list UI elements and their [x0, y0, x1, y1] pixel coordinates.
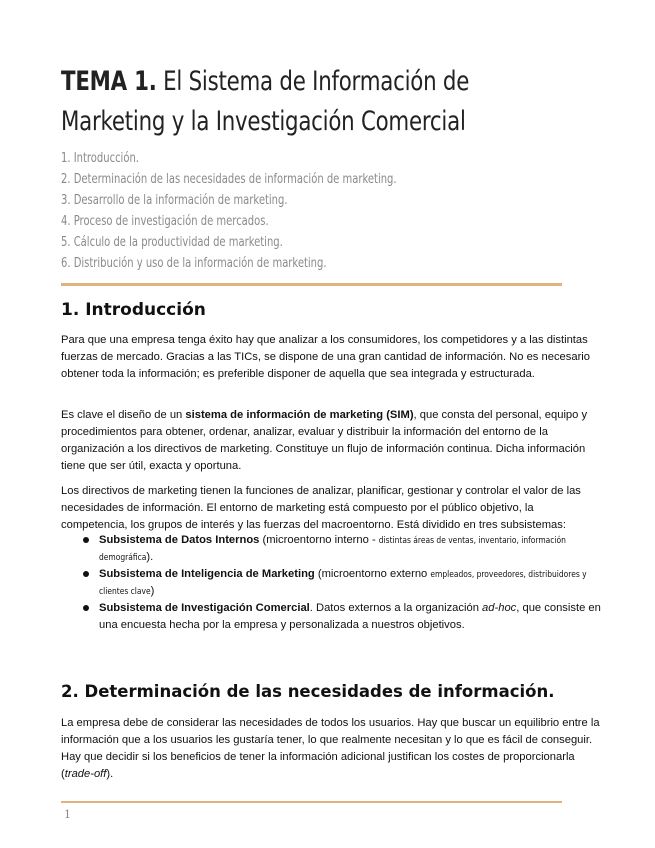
- text-run: . Datos externos a la organización: [309, 602, 483, 614]
- toc-item: 3. Desarrollo de la información de marketing.: [61, 192, 288, 208]
- paragraph: [61, 407, 601, 475]
- text-run: , que consiste en una encuesta hecha por la empresa y personalizada a nuestros objetivos.: [99, 602, 601, 631]
- bullet-icon: [83, 537, 89, 543]
- title-number: TEMA 1.: [61, 66, 157, 97]
- text-run: ).: [146, 551, 154, 563]
- toc-item: 4. Proceso de investigación de mercados.: [61, 213, 269, 229]
- toc-item: 1. Introducción.: [61, 150, 139, 166]
- toc-item: 6. Distribución y uso de la información de marketing.: [61, 255, 327, 271]
- list-item: [61, 566, 601, 600]
- subsystems-list: [61, 532, 601, 634]
- bullet-icon: [83, 571, 89, 577]
- list-item: [61, 532, 601, 566]
- italic-term: ad-hoc: [482, 602, 517, 614]
- small-text: distintas áreas de ventas, inventario, información demográfica: [99, 535, 566, 562]
- title-text: El Sistema de Información de Marketing y la Investigación Comercial: [61, 66, 470, 137]
- list-item: [61, 600, 601, 634]
- document-title: [61, 62, 503, 142]
- list-item-title: Subsistema de Inteligencia de Marketing: [99, 568, 315, 580]
- toc-item: 2. Determinación de las necesidades de información de marketing.: [61, 171, 397, 187]
- page-number: 1: [64, 808, 71, 821]
- divider-bottom: [61, 801, 562, 803]
- section-heading-introduccion: 1. Introducción: [61, 300, 206, 320]
- paragraph: [61, 715, 601, 783]
- text-run: ).: [106, 768, 114, 780]
- text-run: La empresa debe de considerar las necesidades de todos los usuarios. Hay que buscar un equilibrio entre la información que a los usuarios les gustaría tener, lo que realmente necesitan y lo que es fácil de conseguir. Hay que decidir si los beneficios de tener la información adicional justifican los costes de proporcionarla (: [61, 717, 600, 780]
- bullet-icon: [83, 605, 89, 611]
- text-run: Es clave el diseño de un: [61, 409, 186, 421]
- list-item-title: Subsistema de Datos Internos: [99, 534, 260, 546]
- text-run: , que consta del personal, equipo y procedimientos para obtener, ordenar, analizar, evaluar y distribuir la información del entorno de la organización a los directivos de marketing. Constituye un flujo de información continua. Dicha información tiene que ser útil, exacta y oportuna.: [61, 409, 588, 472]
- text-run: (microentorno externo: [314, 568, 431, 580]
- section-heading-determinacion: 2. Determinación de las necesidades de información.: [61, 682, 555, 701]
- text-run: ): [150, 585, 155, 597]
- toc-item: 5. Cálculo de la productividad de marketing.: [61, 234, 283, 250]
- italic-term: trade-off: [64, 768, 107, 780]
- small-text: empleados, proveedores, distribuidores y clientes clave: [99, 569, 587, 596]
- text-run: (microentorno interno -: [259, 534, 379, 546]
- paragraph: Los directivos de marketing tienen la funciones de analizar, planificar, gestionar y controlar el valor de las necesidades de información. El entorno de marketing está compuesto por el público objetivo, la competencia, los grupos de interés y las fuerzas del macroentorno. Está dividido en tres subsistemas:: [61, 485, 581, 531]
- divider-top: [61, 283, 562, 286]
- list-item-title: Subsistema de Investigación Comercial: [99, 602, 310, 614]
- table-of-contents: [61, 148, 514, 274]
- bold-term-sim: sistema de información de marketing (SIM): [185, 409, 414, 421]
- paragraph: Para que una empresa tenga éxito hay que analizar a los consumidores, los competidores y a las distintas fuerzas de mercado. Gracias a las TICs, se dispone de una gran cantidad de información. No es necesario obtener toda la información; es preferible disponer de aquella que sea integrada y estructurada.: [61, 334, 591, 380]
